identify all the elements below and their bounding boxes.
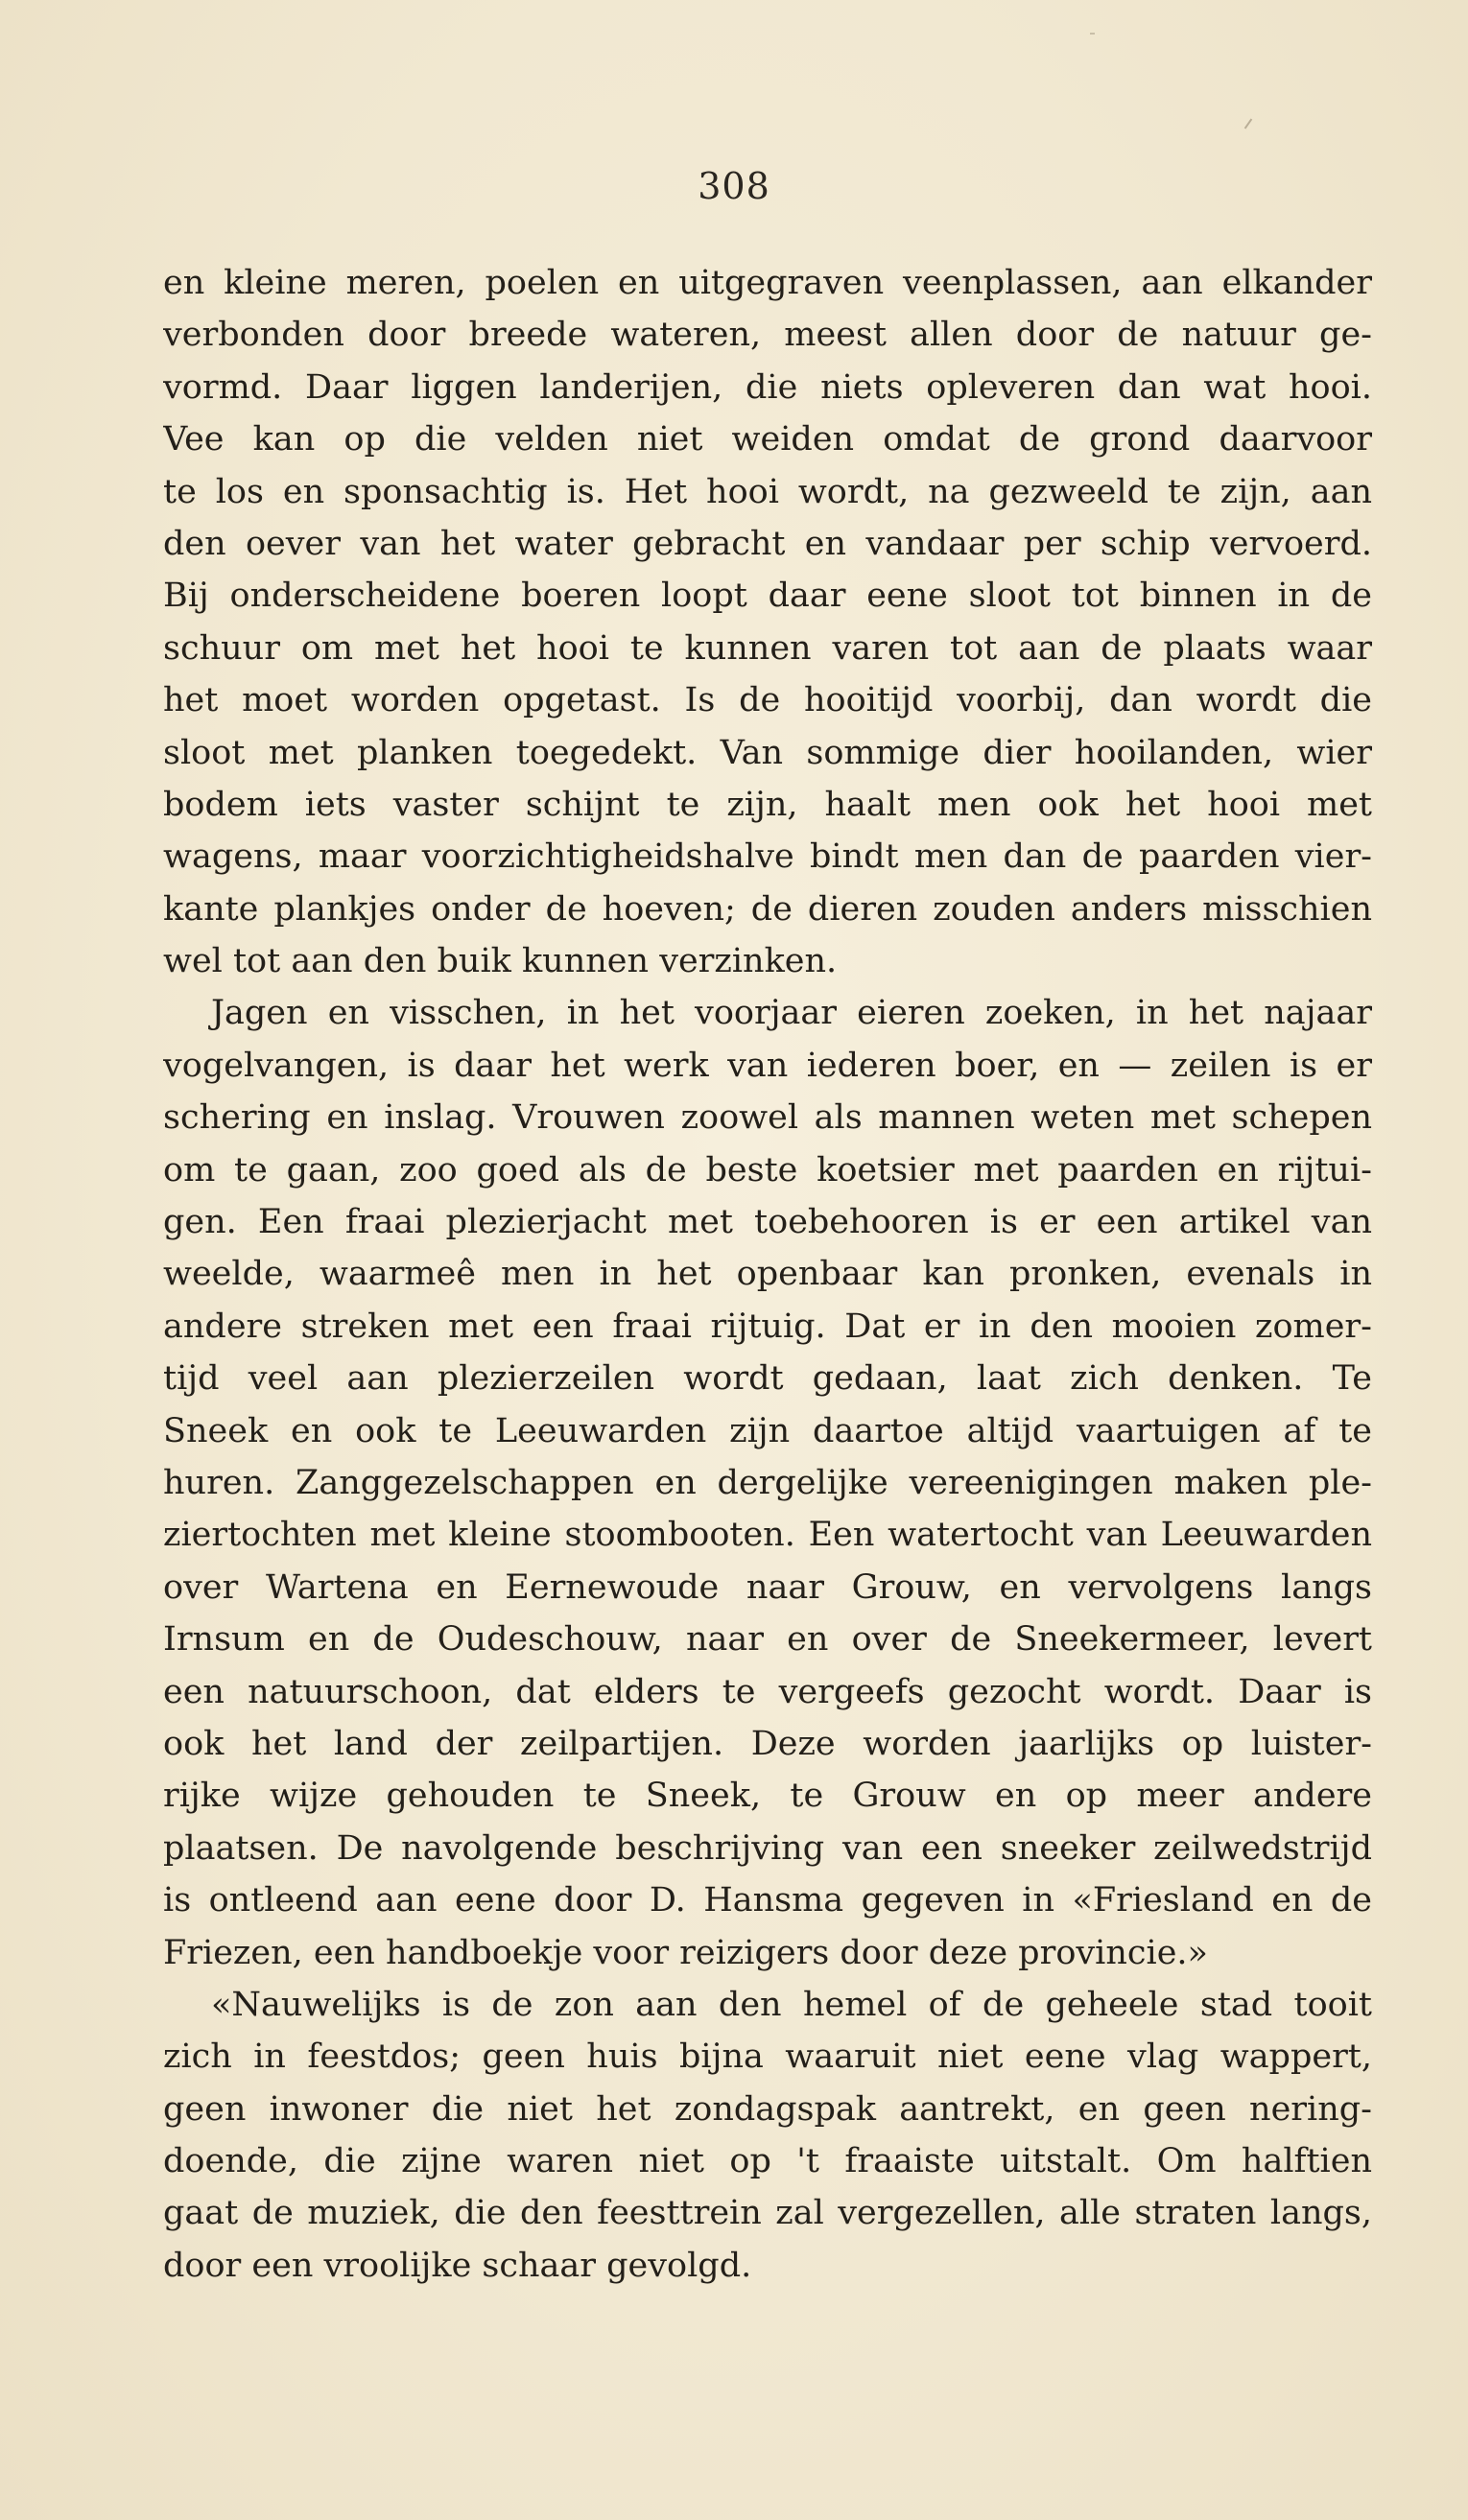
text-line: om te gaan, zoo goed als de beste koetsier met paarden en rijtui- (163, 1150, 1372, 1189)
text-line: Bij onderscheidene boeren loopt daar eene sloot tot binnen in de (163, 577, 1372, 616)
text-line: sloot met planken toegedekt. Van sommige dier hooilanden, wier (163, 733, 1372, 772)
paragraph-start-line: Jagen en visschen, in het voorjaar eieren zoeken, in het najaar (211, 994, 1372, 1033)
text-line: kante plankjes onder de hoeven; de dieren zouden anders misschien (163, 889, 1372, 929)
text-line: het moet worden opgetast. Is de hooitijd voorbij, dan wordt die (163, 681, 1372, 720)
text-line: andere streken met een fraai rijtuig. Dat er in den mooien zomer- (163, 1307, 1372, 1346)
text-line: weelde, waarmeê men in het openbaar kan pronken, evenals in (163, 1255, 1372, 1294)
text-line: te los en sponsachtig is. Het hooi wordt, na gezweeld te zijn, aan (163, 472, 1372, 511)
text-line: Sneek en ook te Leeuwarden zijn daartoe altijd vaartuigen af te (163, 1411, 1372, 1450)
text-line: is ontleend aan eene door D. Hansma gegeven in «Friesland en de (163, 1881, 1372, 1920)
body-text (163, 257, 1372, 2292)
speck-mark (1090, 33, 1095, 35)
text-line: een natuurschoon, dat elders te vergeefs gezocht wordt. Daar is (163, 1672, 1372, 1711)
text-line: plaatsen. De navolgende beschrijving van een sneeker zeilwedstrijd (163, 1828, 1372, 1868)
text-line: ziertochten met kleine stoombooten. Een watertocht van Leeuwarden (163, 1516, 1372, 1555)
text-line: wagens, maar voorzichtigheidshalve bindt men dan de paarden vier- (163, 837, 1372, 877)
text-line: bodem iets vaster schijnt te zijn, haalt men ook het hooi met (163, 785, 1372, 824)
text-line: vogelvangen, is daar het werk van iederen boer, en — zeilen is er (163, 1046, 1372, 1085)
text-line: door een vroolijke schaar gevolgd. (163, 2246, 752, 2285)
text-line: en kleine meren, poelen en uitgegraven veenplassen, aan elkander (163, 264, 1372, 302)
text-line: rijke wijze gehouden te Sneek, te Grouw en op meer andere (163, 1777, 1372, 1816)
text-line: doende, die zijne waren niet op 't fraaiste uitstalt. Om halftien (163, 2142, 1372, 2181)
text-line: tijd veel aan plezierzeilen wordt gedaan, laat zich denken. Te (163, 1359, 1372, 1399)
text-line: gaat de muziek, die den feesttrein zal vergezellen, alle straten langs, (163, 2194, 1372, 2233)
text-line: over Wartena en Eernewoude naar Grouw, en vervolgens langs (163, 1567, 1372, 1607)
text-line: wel tot aan den buik kunnen verzinken. (163, 942, 838, 981)
text-line: den oever van het water gebracht en vandaar per schip vervoerd. (163, 524, 1372, 563)
text-line: Irnsum en de Oudeschouw, naar en over de Sneekermeer, levert (163, 1620, 1372, 1660)
paragraph-start-line: «Nauwelijks is de zon aan den hemel of de geheele stad tooit (211, 1985, 1372, 2024)
text-line: Friezen, een handboekje voor reizigers door deze provincie.» (163, 1933, 1208, 1972)
text-line: gen. Een fraai plezierjacht met toebehooren is er een artikel van (163, 1203, 1372, 1242)
text-line: Vee kan op die velden niet weiden omdat de grond daarvoor (163, 420, 1372, 459)
text-line: huren. Zanggezelschappen en dergelijke vereenigingen maken ple- (163, 1463, 1372, 1502)
text-line: vormd. Daar liggen landerijen, die niets opleveren dan wat hooi. (163, 367, 1372, 407)
page-number: 308 (698, 165, 770, 207)
pencil-mark (1244, 119, 1253, 130)
text-line: verbonden door breede wateren, meest allen door de natuur ge- (163, 316, 1372, 355)
text-line: schuur om met het hooi te kunnen varen tot aan de plaats waar (163, 628, 1372, 668)
text-line: zich in feestdos; geen huis bijna waaruit niet eene vlag wappert, (163, 2037, 1372, 2077)
text-line: schering en inslag. Vrouwen zoowel als mannen weten met schepen (163, 1098, 1372, 1138)
text-line: geen inwoner die niet het zondagspak aantrekt, en geen nering- (163, 2089, 1372, 2129)
text-line: ook het land der zeilpartijen. Deze worden jaarlijks op luister- (163, 1724, 1372, 1763)
